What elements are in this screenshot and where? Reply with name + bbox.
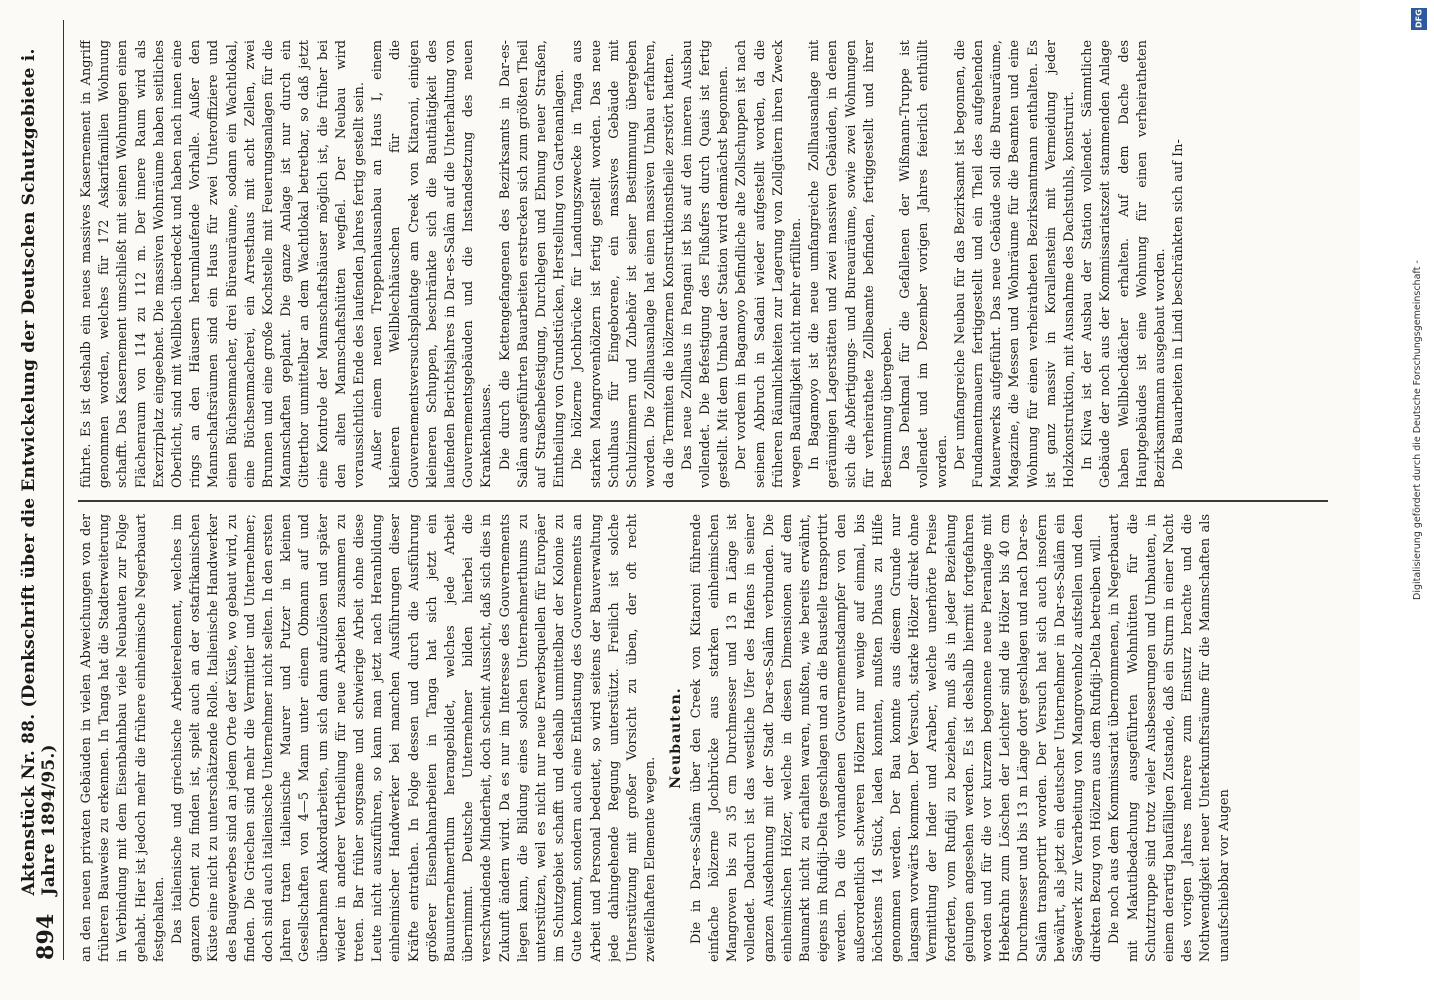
digitization-note xyxy=(1405,0,1434,1000)
paragraph: führte. Es ist deshalb ein neues massives Kasernement in Angriff genommen worden, welches für 172 Askarifamilien Wohnung schafft. Das Kasernement umschließt mit seinen Wohnungen einen Flächenraum von 114 zu 112 m. Der innere Raum wird als Exerzirplatz eingeebnet. Die massiven Wohnräume haben seitliches Oberlicht, sind mit Wellblech überdeckt und haben nach innen eine rings an den Häusern herumlaufende Vorhalle. Außer den Mannschaftsräumen sind ein Haus für zwei Unteroffiziere und einen Büchsenmacher, drei Büreauräume, sodann ein Wachtlokal, eine Büchsenmacherei, ein Arresthaus mit acht Zellen, zwei Brunnen und eine große Kochstelle mit Feuerungsanlagen für die Mannschaften geplant. Die ganze Anlage ist nur durch ein Gitterthor unmittelbar an dem Wachtlokal betretbar, so daß jetzt eine Kontrole der Mannschaftshäuser möglich ist, die früher bei den alten Mannschaftshütten wegfiel. Der Neubau wird voraussichtlich Ende des laufenden Jahres fertig gestellt sein. xyxy=(79,40,368,488)
paragraph: Die durch die Kettengefangenen des Bezirksamts in Dar-es-Salâm ausgeführten Bauarbeiten erstrecken sich zum größten Theil auf Straßenbefestigung, Durchlegen und Ebnung neuer Straßen, Eintheilung von Grundstücken, Herstellung von Gartenanlagen. xyxy=(497,40,568,488)
left-column xyxy=(78,514,1328,962)
paragraph: Der umfangreiche Neubau für das Bezirksamt ist begonnen, die Fundamentmauern fertiggestellt und ein Theil des aufgehenden Mauerwerks aufgeführt. Das neue Gebäude soll die Bureauräume, Magazine, die Messen und Wohnräume für die Beamten und eine Wohnung für einen verheiratheten Bezirksamtmann enthalten. Es ist ganz massiv in Korallenstein mit Vermeidung jeder Holzkonstruktion, mit Ausnahme des Dachstuhls, konstruirt. xyxy=(952,40,1077,488)
running-head xyxy=(19,20,64,960)
paragraph: In Kilwa ist der Ausbau der Station vollendet. Sämmtliche Gebäude der noch aus der Kommissariatszeit stammenden Anlage haben Wellblechdächer erhalten. Auf dem Dache des Hauptgebäudes ist eine Wohnung für einen verheiratheten Bezirksamtmann ausgebaut worden. xyxy=(1080,40,1168,488)
paragraph: Das Denkmal für die Gefallenen der Wißmann-Truppe ist vollendet und im Dezember vorigen Jahres feierlich enthüllt worden. xyxy=(898,40,950,488)
paragraph: Die noch aus dem Kommissariat übernommenen, in Negerbauart mit Makutibedachung ausgeführten Wohnhütten für die Schutztruppe sind trotz vieler Ausbesserungen und Umbauten, in einem derartig baufälligen Zustande, daß ein Sturm in einer Nacht des vorigen Jahres mehrere zum Einsturz brachte und die Nothwendigkeit neuer Unterkunftsräume für die Mannschaften als unaufschiebbar vor Augen xyxy=(1107,514,1232,962)
dfg-logo: DFG xyxy=(1411,8,1427,30)
paragraph: Die hölzerne Jochbrücke für Landungszwecke in Tanga aus starken Mangrovenhölzern ist fertig gestellt worden. Das neue Schulhaus für Eingeborene, ein massives Gebäude mit Schulzimmern und Zubehör ist seiner Bestimmung übergeben worden. Die Zollhausanlage hat einen massiven Umbau erfahren, da die Termiten die hölzernen Konstruktionstheile zerstört hatten. xyxy=(570,40,677,488)
paragraph: Außer einem neuen Treppenhausanbau an Haus I, einem kleineren Wellblechhäuschen für die Gouvernementsversuchsplantage am Creek von Kitaroni, einigen kleineren Schuppen, beschränkte sich die Bauthätigkeit des laufenden Berichtsjahres in Dar-es-Salâm auf die Unterhaltung von Gouvernementsgebäuden und die Instandsetzung des neuen Krankenhauses. xyxy=(370,40,495,488)
paragraph: Das neue Zollhaus in Pangani ist bis auf den inneren Ausbau vollendet. Die Befestigung des Flußufers durch Quais ist fertig gestellt. Mit dem Umbau der Station wird demnächst begonnen. xyxy=(679,40,732,488)
page-number: 894 xyxy=(33,913,59,960)
paragraph: Die in Dar-es-Salâm über den Creek von Kitaroni führende einfache hölzerne Jochbrücke aus starken einheimischen Mangroven bis zu 35 cm Durchmesser und 13 m Länge ist vollendet. Dadurch ist das westliche Ufer des Hafens in seiner ganzen Ausdehnung mit der Stadt Dar-es-Salâm verbunden. Die einheimischen Hölzer, welche in diesen Dimensionen auf dem Baumarkt nicht zu erhalten waren, mußten, wie bereits erwähnt, eigens im Rufidji-Delta geschlagen und an die Baustelle transportirt werden. Da die vorhandenen Gouvernementsdampfer von den außerordentlich schweren Hölzern nur wenige auf einmal, bis höchstens 14 Stück, laden konnten, mußten Dhaus zu Hilfe genommen werden. Der Bau konnte aus diesem Grunde nur langsam vorwärts kommen. Der Versuch, starke Hölzer direkt ohne Vermittlung der Inder und Araber, welche unerhörte Preise forderten, vom Rufidji zu beziehen, muß als in jeder Beziehung gelungen angesehen werden. Es ist deshalb hiermit fortgefahren worden und für die vor kurzem begonnene neue Pieranlage mit Hebekrahn zum Löschen der Leichter sind die Hölzer bis 40 cm Durchmesser und bis 13 m Länge dort geschlagen und nach Dar-es-Salâm transportirt worden. Der Versuch hat sich auch insofern bewährt, als jetzt ein deutscher Unternehmer in Dar-es-Salâm ein Sägewerk zur Verarbeitung von Mangrovenholz aufstellen und den direkten Bezug von Hölzern aus dem Rufidji-Delta betreiben will. xyxy=(688,514,1105,962)
column-divider xyxy=(78,501,1328,503)
page-title: Aktenstück Nr. 88. (Denkschrift über die Entwickelung der Deutschen Schutzgebiete i. Jahre 1894/95.) xyxy=(19,48,59,896)
paragraph: Der vordem in Bagamoyo befindliche alte Zollschuppen ist nach seinem Abbruch in Sadani wieder aufgestellt worden, da die früheren Räumlichkeiten zur Lagerung von Zollgütern ihren Zweck wegen Baufälligkeit nicht mehr erfüllten. xyxy=(734,40,804,488)
right-column xyxy=(78,40,1328,488)
paragraph: Das italienische und griechische Arbeiterelement, welches im ganzen Orient zu finden ist, spielt auch an der ostafrikanischen Küste eine nicht zu unterschätzende Rolle. Italienische Handwerker des Baugewerbes sind an jedem Orte der Küste, wo gebaut wird, zu finden. Die Griechen sind mehr die Vermittler und Unternehmer; doch sind auch italienische Unternehmer nicht selten. In den ersten Jahren traten italienische Maurer und Putzer in kleinen Gesellschaften von 4—5 Mann unter einem Obmann auf und übernahmen Akkordarbeiten, um sich dann aufzulösen und später wieder in anderer Vertheilung für neue Arbeiten zusammen zu treten. Bar früher sorgsame und schwierige Arbeit ohne diese Leute nicht auszuführen, so kann man jetzt nach Heranbildung einheimischer Handwerker bei manchen Ausführungen dieser Kräfte entrathen. In Folge dessen und durch die Ausführung größerer Eisenbahnarbeiten in Tanga hat sich jetzt ein Bauunternehmerthum herangebildet, welches jede Arbeit übernimmt. Deutsche Unternehmer bilden hierbei die verschwindende Minderheit, doch scheint Aussicht, daß sich dies in Zukunft ändern wird. Da es nur im Interesse des Gouvernements liegen kann, die Bildung eines solchen Unternehmerthums zu unterstützen, weil es nicht nur neue Erwerbsquellen für Europäer im Schutzgebiet schafft und deshalb unmittelbar der Kolonie zu Gute kommt, sondern auch eine Entlastung des Gouvernements an Arbeit und Personal bedeutet, so wird seitens der Bauverwaltung jede dahingehende Regung unterstützt. Freilich ist solche Unterstützung mit großer Vorsicht zu üben, der oft recht zweifelhaften Elemente wegen. xyxy=(170,514,659,962)
digitization-credit: Digitalisierung gefördert durch die Deutsche Forschungsgemeinschaft - xyxy=(1412,260,1423,600)
paragraph: Die Bauarbeiten in Lindi beschränkten sich auf In- xyxy=(1171,139,1187,470)
section-heading: Neubauten. xyxy=(667,687,684,789)
paragraph: an den neuen privaten Gebäuden in vielen Abweichungen von der früheren Bauweise zu erkennen. In Tanga hat die Stadterweiterung in Verbindung mit dem Eisenbahnbau viele Neubauten zur Folge gehabt. Hier ist jedoch mehr die frühere einheimische Negerbauart festgehalten. xyxy=(79,514,167,962)
paragraph: In Bagamoyo ist die neue umfangreiche Zollhausanlage mit geräumigen Lagerstätten und zwei massiven Gebäuden, in denen sich die Abfertigungs- und Bureauräume, sowie zwei Wohnungen für verheirathete Zollbeamte befinden, fertiggestellt und ihrer Bestimmung übergeben. xyxy=(807,40,895,488)
